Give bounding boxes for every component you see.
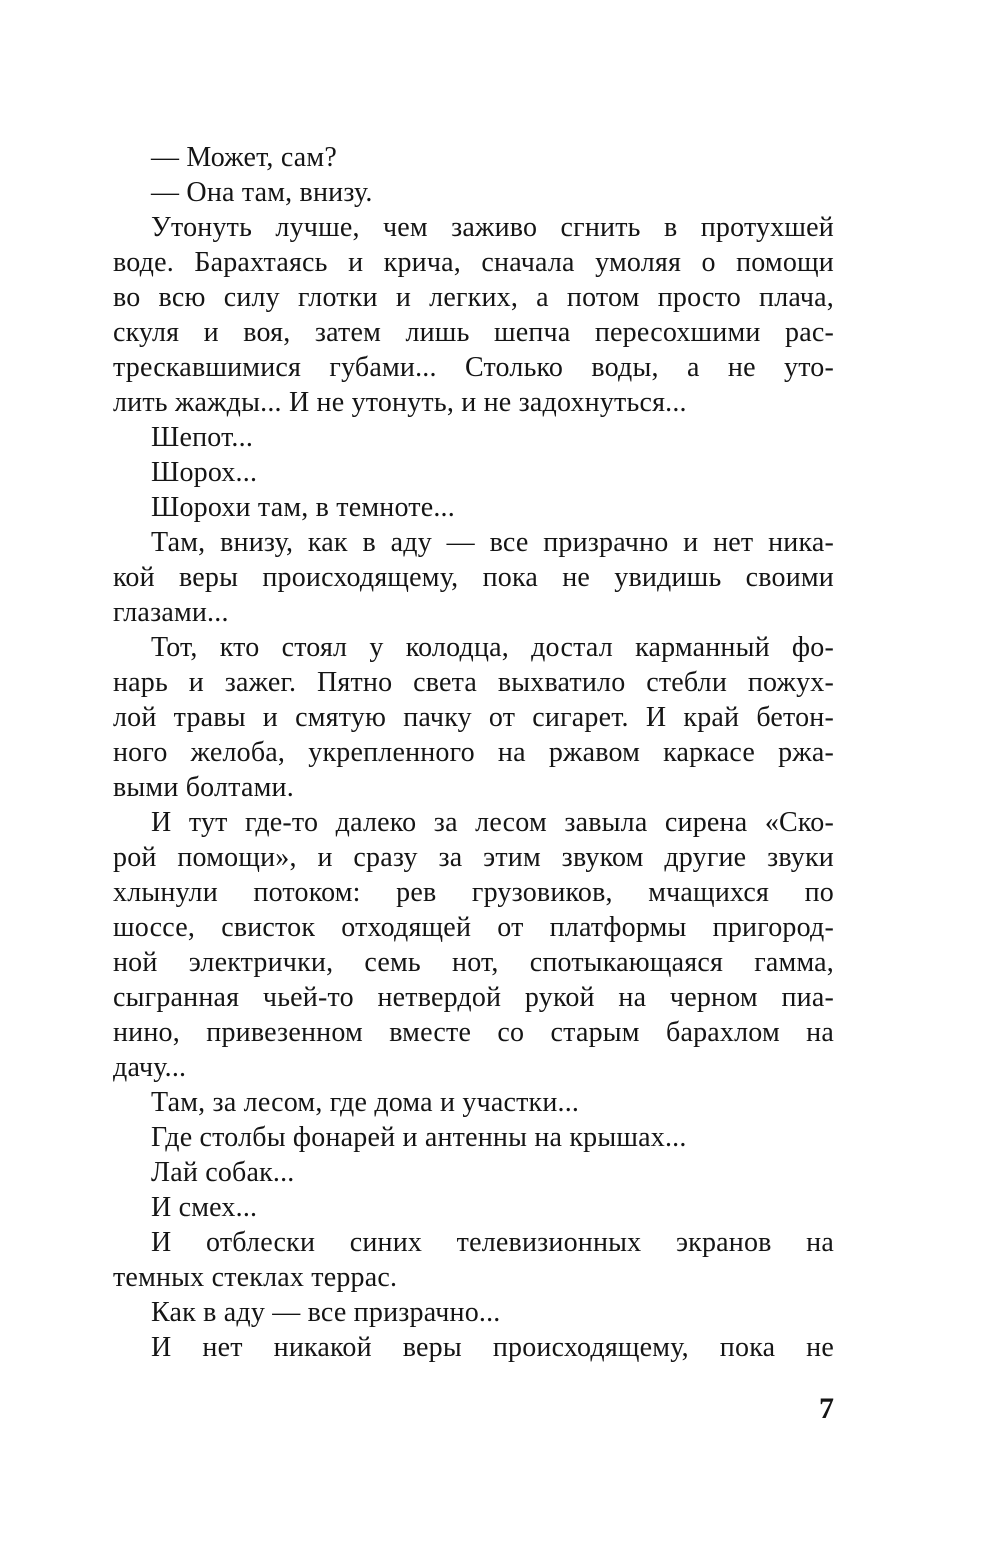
paragraph (113, 525, 834, 630)
text-line: кой веры происходящему, пока не увидишь своими (113, 562, 834, 593)
text-line: Тот, кто стоял у колодца, достал карманный фо- (151, 632, 834, 663)
paragraph (113, 1295, 834, 1330)
paragraph (113, 1225, 834, 1295)
paragraph (113, 175, 834, 210)
text-line: ной электрички, семь нот, спотыкающаяся гамма, (113, 947, 834, 978)
text-line: Шепот... (151, 422, 254, 453)
paragraph (113, 1120, 834, 1155)
paragraph (113, 1155, 834, 1190)
paragraph (113, 420, 834, 455)
text-line: во всю силу глотки и легких, а потом просто плача, (113, 282, 834, 313)
text-line: И тут где-то далеко за лесом завыла сирена «Ско- (151, 807, 834, 838)
page-content (113, 140, 834, 1426)
paragraph (113, 210, 834, 420)
text-line: Шорохи там, в темноте... (151, 492, 455, 523)
text-line: Утонуть лучше, чем заживо сгнить в протухшей (151, 212, 834, 243)
text-line: хлынули потоком: рев грузовиков, мчащихся по (113, 877, 834, 908)
paragraph (113, 630, 834, 805)
text-line: глазами... (113, 597, 229, 628)
text-line: темных стеклах террас. (113, 1262, 398, 1293)
text-line: Где столбы фонарей и антенны на крышах... (151, 1122, 687, 1153)
paragraph (113, 805, 834, 1085)
text-line: Как в аду — все призрачно... (151, 1297, 501, 1328)
text-line: дачу... (113, 1052, 187, 1083)
paragraph (113, 490, 834, 525)
text-line: Там, за лесом, где дома и участки... (151, 1087, 580, 1118)
text-line: И отблески синих телевизионных экранов на (151, 1227, 834, 1258)
text-line: Шорох... (151, 457, 258, 488)
text-line: лить жажды... И не утонуть, и не задохнуться... (113, 387, 687, 418)
paragraph (113, 1190, 834, 1225)
text-line: шоссе, свисток отходящей от платформы пригород- (113, 912, 834, 943)
paragraph (113, 1330, 834, 1365)
text-line: — Она там, внизу. (151, 177, 373, 208)
text-line: И смех... (151, 1192, 258, 1223)
text-line: лой травы и смятую пачку от сигарет. И край бетон- (113, 702, 834, 733)
text-line: скуля и воя, затем лишь шепча пересохшими рас- (113, 317, 834, 348)
text-line: Лай собак... (151, 1157, 295, 1188)
text-line: И нет никакой веры происходящему, пока не (151, 1332, 834, 1363)
text-line: трескавшимися губами... Столько воды, а не уто- (113, 352, 834, 383)
text-block (113, 140, 834, 1365)
paragraph (113, 140, 834, 175)
text-line: Там, внизу, как в аду — все призрачно и нет ника- (151, 527, 834, 558)
text-line: ного желоба, укрепленного на ржавом каркасе ржа- (113, 737, 834, 768)
page-number: 7 (819, 1392, 834, 1425)
text-line: выми болтами. (113, 772, 294, 803)
text-line: сыгранная чьей-то нетвердой рукой на черном пиа- (113, 982, 834, 1013)
text-line: воде. Барахтаясь и крича, сначала умоляя о помощи (113, 247, 834, 278)
paragraph (113, 455, 834, 490)
text-line: — Может, сам? (151, 142, 337, 173)
text-line: нарь и зажег. Пятно света выхватило стебли пожух- (113, 667, 834, 698)
paragraph (113, 1085, 834, 1120)
text-line: нино, привезенном вместе со старым барахлом на (113, 1017, 834, 1048)
text-line: рой помощи», и сразу за этим звуком другие звуки (113, 842, 834, 873)
